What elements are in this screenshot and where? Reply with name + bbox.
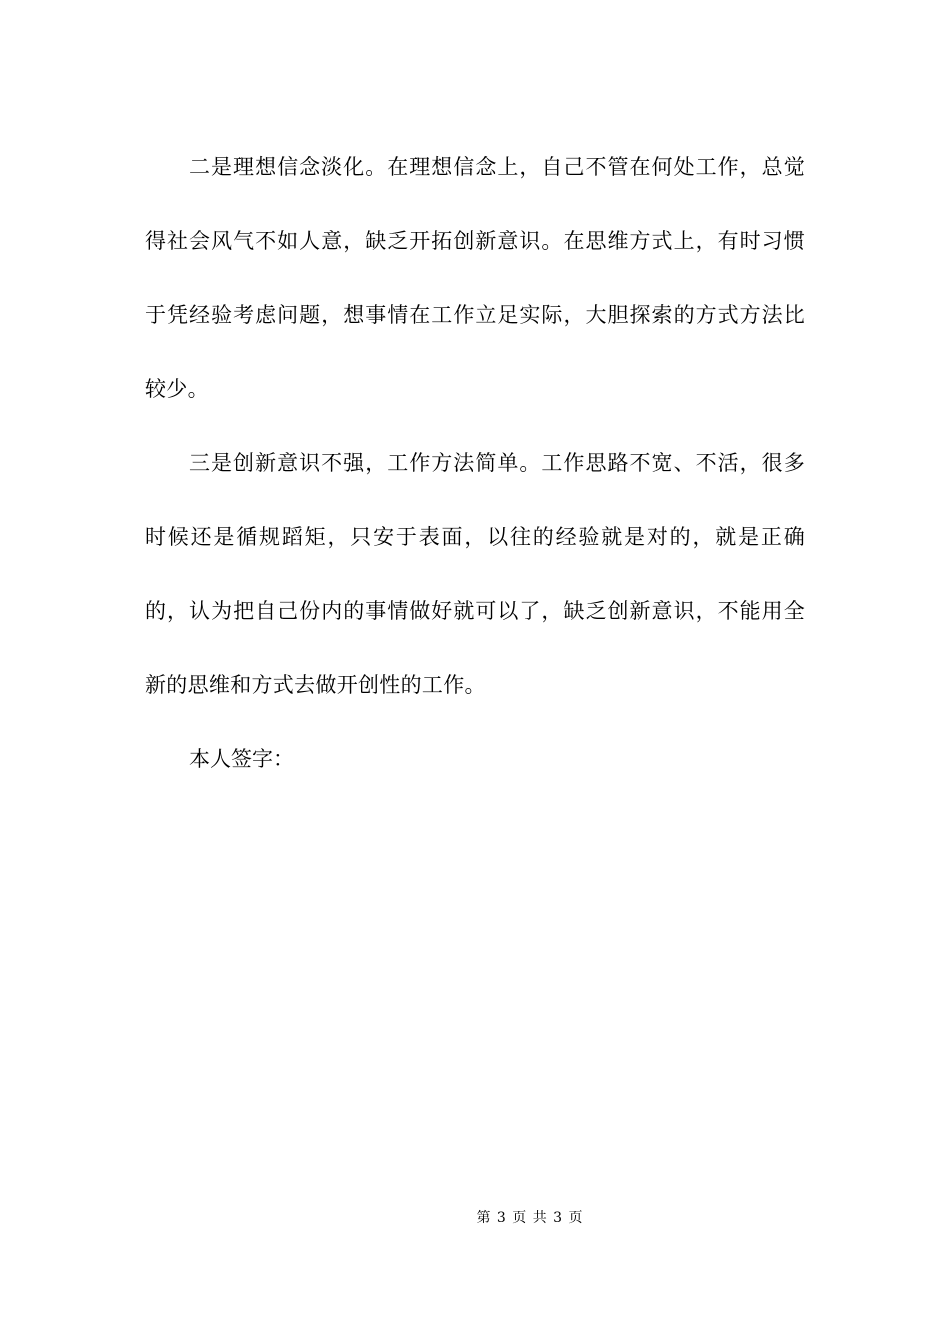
signature-label: 本人签字： — [189, 747, 294, 771]
page-number-footer: 第 3 页 共 3 页 — [476, 1210, 584, 1226]
document-body — [145, 130, 805, 796]
paragraph-innovation: 三是创新意识不强，工作方法简单。工作思路不宽、不活，很多时候还是循规蹈矩，只安于表面，以往的经验就是对的，就是正确的，认为把自己份内的事情做好就可以了，缺乏创新意识，不能用全新的思维和方式去做开创性的工作。 — [145, 451, 805, 697]
paragraph-ideals: 二是理想信念淡化。在理想信念上，自己不管在何处工作，总觉得社会风气不如人意，缺乏开拓创新意识。在思维方式上，有时习惯于凭经验考虑问题，想事情在工作立足实际，大胆探索的方式方法比较少。 — [145, 155, 805, 401]
